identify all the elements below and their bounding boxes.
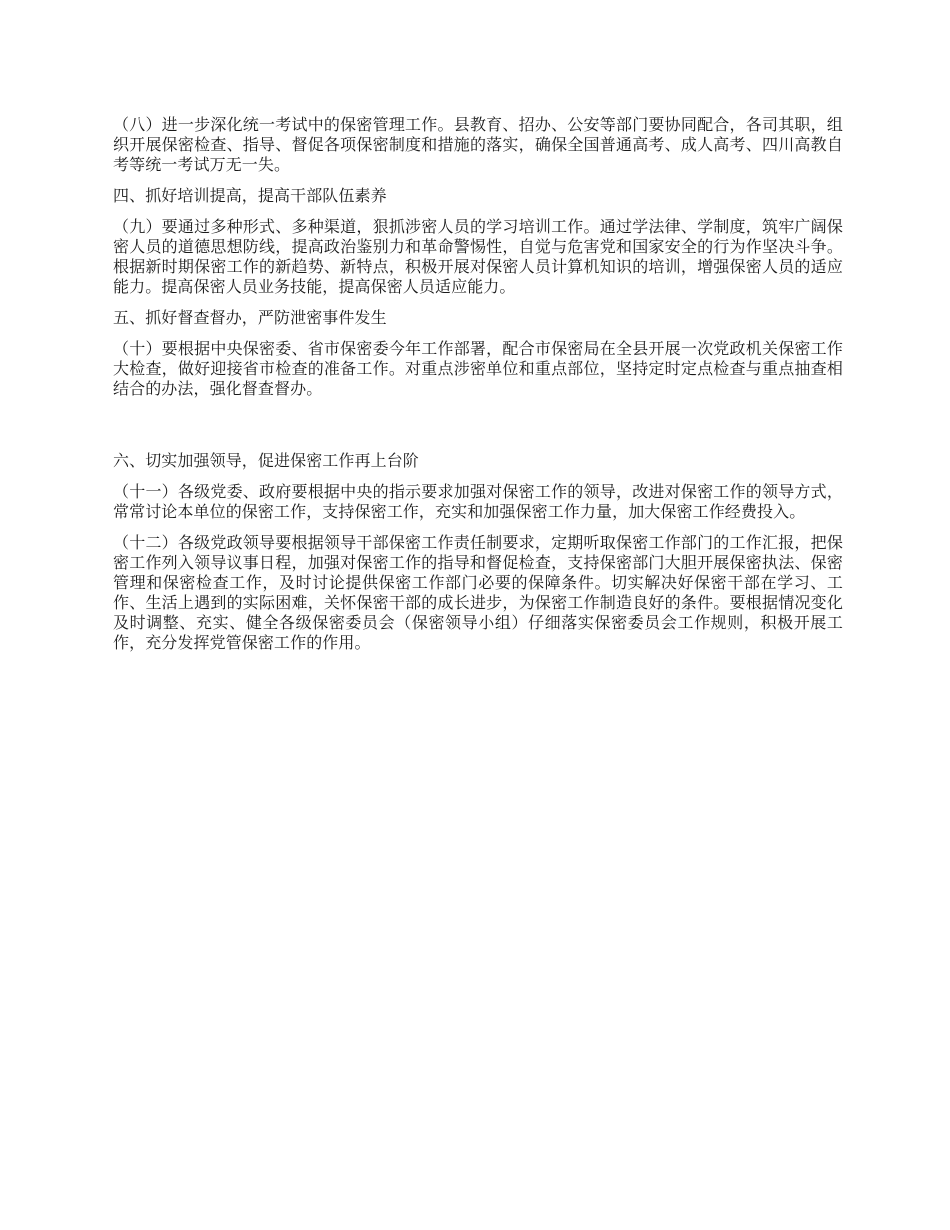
paragraph-8: （八）进一步深化统一考试中的保密管理工作。县教育、招办、公安等部门要协同配合，各司其职，组织开展保密检查、指导、督促各项保密制度和措施的落实，确保全国普通高考、成人高考、四川高教自考等统一考试万无一失。 xyxy=(113,115,843,174)
paragraph-11: （十一）各级党委、政府要根据中央的指示要求加强对保密工作的领导，改进对保密工作的领导方式，常常讨论本单位的保密工作，支持保密工作，充实和加强保密工作力量，加大保密工作经费投入。 xyxy=(113,482,843,521)
section-heading-5: 五、抓好督查督办，严防泄密事件发生 xyxy=(113,308,387,327)
paragraph-9: （九）要通过多种形式、多种渠道，狠抓涉密人员的学习培训工作。通过学法律、学制度，筑牢广阔保密人员的道德思想防线，提高政治鉴别力和革命警惕性，自觉与危害党和国家安全的行为作坚决斗争。根据新时期保密工作的新趋势、新特点，积极开展对保密人员计算机知识的培训，增强保密人员的适应能力。提高保密人员业务技能，提高保密人员适应能力。 xyxy=(113,217,843,296)
section-heading-4: 四、抓好培训提高，提高干部队伍素养 xyxy=(113,186,387,205)
paragraph-10: （十）要根据中央保密委、省市保密委今年工作部署，配合市保密局在全县开展一次党政机关保密工作大检查，做好迎接省市检查的准备工作。对重点涉密单位和重点部位，坚持定时定点检查与重点抽查相结合的办法，强化督查督办。 xyxy=(113,339,843,398)
document-page xyxy=(113,115,843,664)
section-heading-6: 六、切实加强领导，促进保密工作再上台阶 xyxy=(113,451,419,470)
paragraph-12: （十二）各级党政领导要根据领导干部保密工作责任制要求，定期听取保密工作部门的工作汇报，把保密工作列入领导议事日程，加强对保密工作的指导和督促检查，支持保密部门大胆开展保密执法、保密管理和保密检查工作，及时讨论提供保密工作部门必要的保障条件。切实解决好保密干部在学习、工作、生活上遇到的实际困难，关怀保密干部的成长进步，为保密工作制造良好的条件。要根据情况变化及时调整、充实、健全各级保密委员会（保密领导小组）仔细落实保密委员会工作规则，积极开展工作，充分发挥党管保密工作的作用。 xyxy=(113,533,843,652)
section-spacer xyxy=(113,410,843,451)
